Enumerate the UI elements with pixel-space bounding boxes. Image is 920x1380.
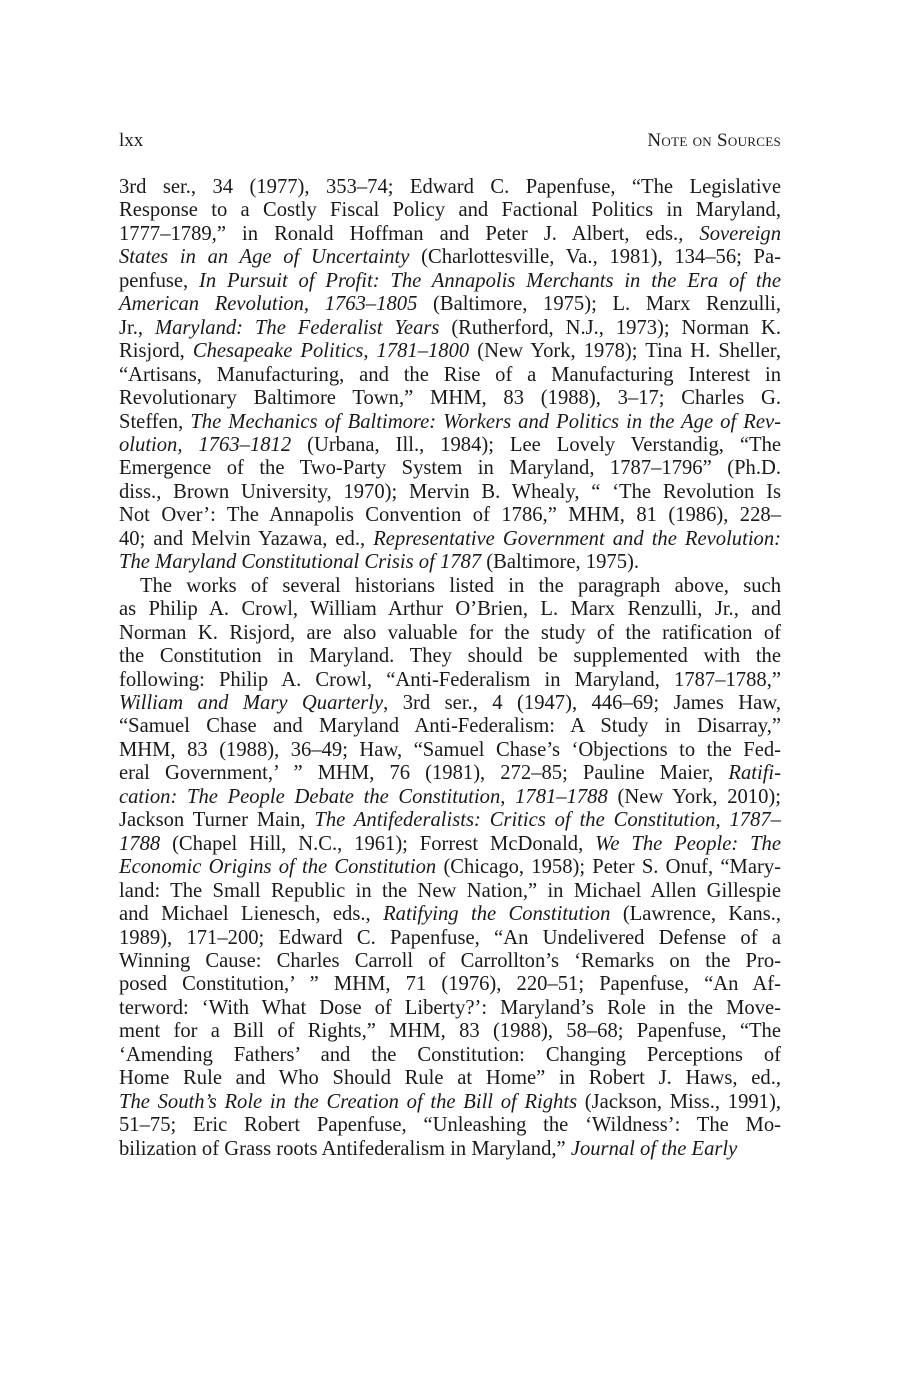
text-line: the Constitution in Maryland. They should be supplemented with the — [119, 645, 781, 668]
text-line: The Maryland Constitutional Crisis of 1787 (Baltimore, 1975). — [119, 551, 639, 574]
text-line: MHM, 83 (1988), 36–49; Haw, “Samuel Chase’s ‘Objections to the Fed- — [119, 738, 781, 761]
text-line: penfuse, In Pursuit of Profit: The Annapolis Merchants in the Era of the — [119, 269, 781, 292]
text-line: Response to a Costly Fiscal Policy and Factional Politics in Maryland, — [119, 199, 781, 222]
text-line: 1788 (Chapel Hill, N.C., 1961); Forrest McDonald, We The People: The — [119, 832, 781, 855]
body-text — [119, 176, 781, 1161]
running-head: Note on Sources — [647, 130, 781, 151]
paragraph — [119, 176, 781, 575]
text-line: Steffen, The Mechanics of Baltimore: Workers and Politics in the Age of Rev- — [119, 410, 781, 433]
text-line: posed Constitution,’ ” MHM, 71 (1976), 220–51; Papenfuse, “An Af- — [119, 973, 781, 996]
text-line: 1777–1789,” in Ronald Hoffman and Peter J. Albert, eds., Sovereign — [119, 222, 781, 245]
paragraph — [119, 575, 781, 1161]
text-line: Not Over’: The Annapolis Convention of 1786,” MHM, 81 (1986), 228– — [119, 504, 781, 527]
text-line: “Artisans, Manufacturing, and the Rise of a Manufacturing Interest in — [119, 363, 781, 386]
text-line: “Samuel Chase and Maryland Anti-Federalism: A Study in Disarray,” — [119, 715, 781, 738]
text-line: Home Rule and Who Should Rule at Home” in Robert J. Haws, ed., — [119, 1067, 781, 1090]
text-line: Economic Origins of the Constitution (Chicago, 1958); Peter S. Onuf, “Mary- — [119, 856, 781, 879]
text-line: eral Government,’ ” MHM, 76 (1981), 272–85; Pauline Maier, Ratifi- — [119, 762, 781, 785]
text-line: diss., Brown University, 1970); Mervin B. Whealy, “ ‘The Revolution Is — [119, 480, 781, 503]
text-line: American Revolution, 1763–1805 (Baltimore, 1975); L. Marx Renzulli, — [119, 293, 781, 316]
text-line: cation: The People Debate the Constitution, 1781–1788 (New York, 2010); — [119, 785, 781, 808]
page-number: lxx — [119, 130, 144, 151]
text-line: 1989), 171–200; Edward C. Papenfuse, “An Undelivered Defense of a — [119, 926, 781, 949]
text-line: The South’s Role in the Creation of the Bill of Rights (Jackson, Miss., 1991), — [119, 1090, 781, 1113]
text-line: William and Mary Quarterly, 3rd ser., 4 (1947), 446–69; James Haw, — [119, 691, 781, 714]
text-line: bilization of Grass roots Antifederalism in Maryland,” Journal of the Early — [119, 1137, 738, 1160]
page-header — [119, 130, 781, 154]
text-line: as Philip A. Crowl, William Arthur O’Brien, L. Marx Renzulli, Jr., and — [119, 598, 781, 621]
text-line: ment for a Bill of Rights,” MHM, 83 (1988), 58–68; Papenfuse, “The — [119, 1020, 781, 1043]
text-line: 3rd ser., 34 (1977), 353–74; Edward C. Papenfuse, “The Legislative — [119, 176, 781, 198]
text-line: ‘Amending Fathers’ and the Constitution: Changing Perceptions of — [119, 1043, 781, 1066]
text-line: Jackson Turner Main, The Antifederalists: Critics of the Constitution, 1787– — [119, 809, 781, 832]
text-line: and Michael Lienesch, eds., Ratifying the Constitution (Lawrence, Kans., — [119, 903, 782, 926]
text-line: terword: ‘With What Dose of Liberty?’: Maryland’s Role in the Move- — [119, 996, 781, 1019]
text-line: 51–75; Eric Robert Papenfuse, “Unleashing the ‘Wildness’: The Mo- — [119, 1114, 781, 1137]
text-line: Emergence of the Two-Party System in Maryland, 1787–1796” (Ph.D. — [119, 457, 781, 480]
text-line: olution, 1763–1812 (Urbana, Ill., 1984); Lee Lovely Verstandig, “The — [119, 433, 782, 456]
text-line: Winning Cause: Charles Carroll of Carrollton’s ‘Remarks on the Pro- — [119, 949, 781, 972]
text-line: 40; and Melvin Yazawa, ed., Representative Government and the Revolution: — [119, 527, 781, 550]
text-line: Risjord, Chesapeake Politics, 1781–1800 (New York, 1978); Tina H. Sheller, — [119, 340, 781, 363]
text-line: land: The Small Republic in the New Nation,” in Michael Allen Gillespie — [119, 879, 781, 902]
text-line: Revolutionary Baltimore Town,” MHM, 83 (1988), 3–17; Charles G. — [119, 387, 781, 410]
text-line: Jr., Maryland: The Federalist Years (Rutherford, N.J., 1973); Norman K. — [119, 316, 781, 339]
text-line: The works of several historians listed in the paragraph above, such — [140, 574, 781, 597]
text-line: Norman K. Risjord, are also valuable for the study of the ratification of — [119, 621, 781, 644]
text-line: following: Philip A. Crowl, “Anti-Federalism in Maryland, 1787–1788,” — [119, 668, 781, 691]
text-line: States in an Age of Uncertainty (Charlottesville, Va., 1981), 134–56; Pa- — [119, 246, 781, 269]
